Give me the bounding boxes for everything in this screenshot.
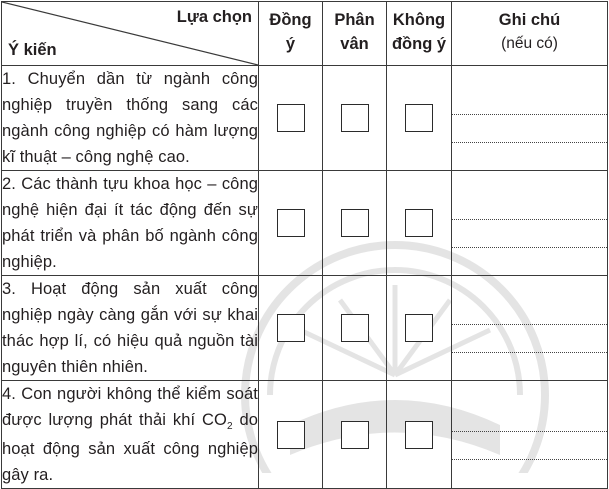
disagree-checkbox-4[interactable] [405, 421, 433, 449]
co2-subscript: 2 [226, 421, 233, 432]
agree-checkbox-3[interactable] [277, 314, 305, 342]
note-field-3[interactable] [452, 276, 608, 381]
header-note-line2: (nếu có) [501, 35, 558, 52]
header-agree-line1: Đồng [269, 11, 312, 29]
header-note-line1: Ghi chú [498, 11, 561, 29]
disagree-checkbox-1[interactable] [405, 104, 433, 132]
neutral-checkbox-3[interactable] [341, 314, 369, 342]
header-note [452, 2, 608, 66]
survey-table [1, 1, 608, 489]
header-choice-label: Lựa chọn [176, 8, 252, 26]
opinion-text-3: 3. Hoạt động sản xuất công nghiệp ngày càng gắn với sự khai thác hợp lí, có hiệu quả nguồn tài nguyên thiên nhiên. [2, 276, 259, 381]
disagree-checkbox-3[interactable] [405, 314, 433, 342]
header-row [2, 2, 608, 66]
note-field-4[interactable] [452, 381, 608, 489]
agree-checkbox-2[interactable] [277, 209, 305, 237]
table-row [2, 66, 608, 171]
table-row [2, 276, 608, 381]
table-row [2, 381, 608, 489]
header-disagree-line2: đồng ý [391, 35, 447, 53]
header-disagree [387, 2, 452, 66]
header-opinion-label: Ý kiến [8, 41, 57, 59]
header-neutral-line2: vân [340, 35, 369, 53]
neutral-checkbox-2[interactable] [341, 209, 369, 237]
neutral-checkbox-4[interactable] [341, 421, 369, 449]
header-agree [259, 2, 323, 66]
header-neutral [323, 2, 387, 66]
note-field-2[interactable] [452, 171, 608, 276]
header-disagree-line1: Không [392, 11, 446, 29]
note-field-1[interactable] [452, 66, 608, 171]
header-neutral-line1: Phân [334, 11, 375, 29]
agree-checkbox-4[interactable] [277, 421, 305, 449]
disagree-checkbox-2[interactable] [405, 209, 433, 237]
opinion-text-4 [2, 381, 259, 489]
agree-checkbox-1[interactable] [277, 104, 305, 132]
opinion-text-4-before: 4. Con người không thể kiểm soát được lượng phát thải khí CO [2, 385, 258, 429]
header-agree-line2: ý [285, 35, 296, 53]
opinion-text-4-after: do hoạt động sản xuất công nghiệp gây ra. [2, 411, 258, 484]
opinion-text-2: 2. Các thành tựu khoa học – công nghệ hiện đại ít tác động đến sự phát triển và phân bố ngành công nghiệp. [2, 171, 259, 276]
opinion-text-1: 1. Chuyển dần từ ngành công nghiệp truyền thống sang các ngành công nghiệp có hàm lượng kĩ thuật – công nghệ cao. [2, 66, 259, 171]
table-row [2, 171, 608, 276]
neutral-checkbox-1[interactable] [341, 104, 369, 132]
header-opinion-cell [2, 2, 259, 66]
